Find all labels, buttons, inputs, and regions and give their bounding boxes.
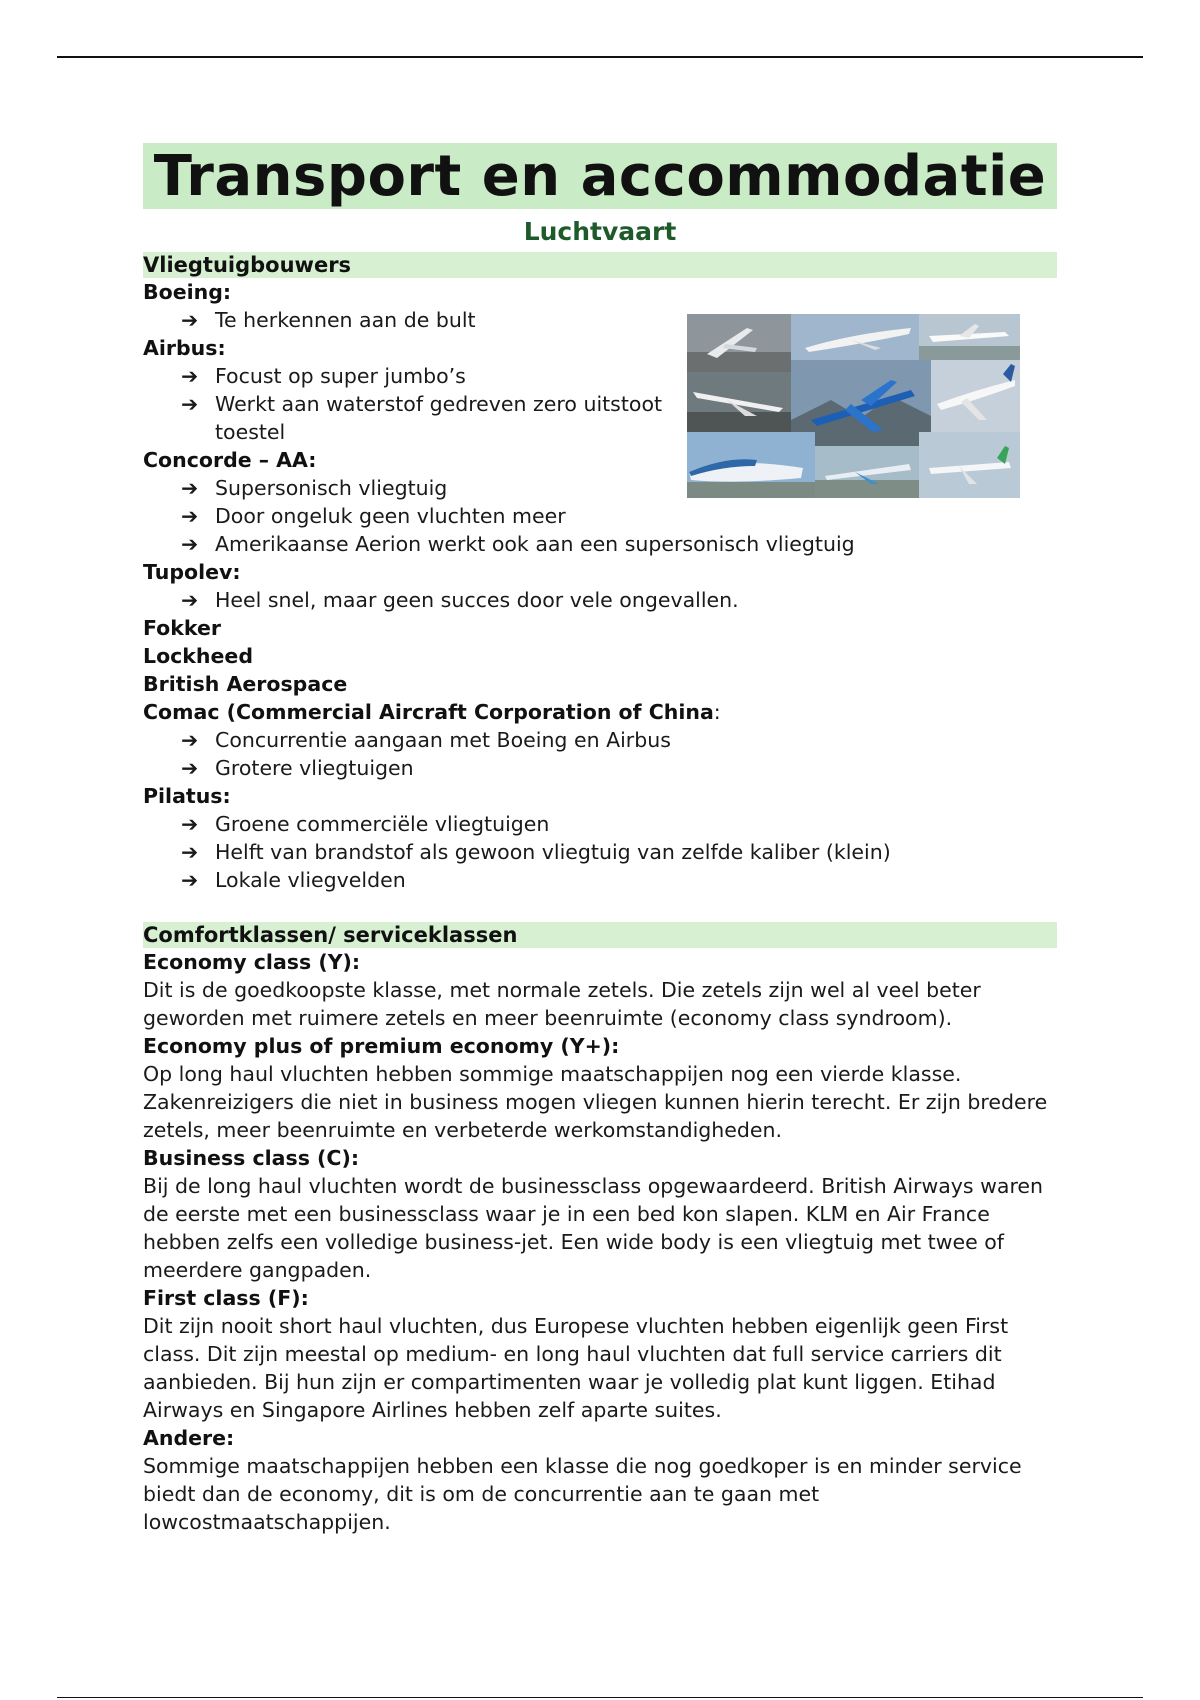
class-first-title: First class (F): <box>143 1286 309 1310</box>
manufacturer-concorde: Concorde – AA: <box>143 448 317 472</box>
arrow-icon: ➔ <box>181 476 199 500</box>
photo-regional-tile <box>919 432 1020 498</box>
class-economy-title: Economy class (Y): <box>143 950 361 974</box>
spacer <box>143 894 1057 922</box>
arrow-icon: ➔ <box>181 812 199 836</box>
list-item: ➔ Concurrentie aangaan met Boeing en Airbus <box>181 728 671 752</box>
manufacturer-lockheed: Lockheed <box>143 644 254 668</box>
list-item: ➔ Supersonisch vliegtuig <box>181 476 448 500</box>
photo-jet-tile <box>687 314 791 372</box>
page-title: Transport en accommodatie <box>143 143 1057 209</box>
bottom-rule <box>57 1697 1143 1698</box>
manufacturer-airbus: Airbus: <box>143 336 226 360</box>
list-item: ➔ Focust op super jumbo’s <box>181 364 466 388</box>
list-item: ➔ Te herkennen aan de bult <box>181 308 476 332</box>
class-economy-text: Dit is de goedkoopste klasse, met normale zetels. Die zetels zijn wel al veel beter geworden met ruimere zetels en meer beenruimte (economy class syndroom). <box>143 978 981 1030</box>
class-first-text: Dit zijn nooit short haul vluchten, dus Europese vluchten hebben eigenlijk geen First class. Dit zijn meestal op medium- en long haul vluchten dat full service carriers dit aanbieden. Bij hun zijn er compartimenten waar je volledig plat kunt liggen. Etihad Airways en Singapore Airlines hebben zelf aparte suites. <box>143 1314 1009 1422</box>
list-item: ➔ Heel snel, maar geen succes door vele ongevallen. <box>181 588 739 612</box>
list-item: ➔ Lokale vliegvelden <box>181 868 406 892</box>
class-premium-title: Economy plus of premium economy (Y+): <box>143 1034 620 1058</box>
list-item: ➔ Groene commerciële vliegtuigen <box>181 812 550 836</box>
arrow-icon: ➔ <box>181 504 199 528</box>
photo-747-tile <box>687 432 815 498</box>
arrow-icon: ➔ <box>181 364 199 388</box>
arrow-icon: ➔ <box>181 392 199 416</box>
photo-bizjet-tile <box>919 314 1020 360</box>
top-rule <box>57 56 1143 58</box>
photo-airbus-tile <box>931 360 1020 432</box>
class-premium-text: Op long haul vluchten hebben sommige maatschappijen nog een vierde klasse. Zakenreizigers die niet in business mogen vliegen kunnen hierin terecht. Er zijn bredere zetels, meer beenruimte en verbeterde werkomstandigheden. <box>143 1062 1048 1142</box>
arrow-icon: ➔ <box>181 532 199 556</box>
section-heading-comfortklassen: Comfortklassen/ serviceklassen <box>143 922 1057 948</box>
list-item: ➔ Werkt aan waterstof gedreven zero uitstoot toestel <box>181 392 663 444</box>
page-subtitle: Luchtvaart <box>523 217 677 246</box>
manufacturer-british-aerospace: British Aerospace <box>143 672 348 696</box>
section-heading-vliegtuigbouwers: Vliegtuigbouwers <box>143 252 1057 278</box>
class-business-title: Business class (C): <box>143 1146 360 1170</box>
arrow-icon: ➔ <box>181 728 199 752</box>
arrow-icon: ➔ <box>181 756 199 780</box>
class-other-title: Andere: <box>143 1426 235 1450</box>
manufacturer-fokker: Fokker <box>143 616 221 640</box>
photo-concorde-tile <box>687 372 791 432</box>
photo-airliner-tile <box>815 446 919 498</box>
arrow-icon: ➔ <box>181 868 199 892</box>
arrow-icon: ➔ <box>181 840 199 864</box>
class-business-text: Bij de long haul vluchten wordt de businessclass opgewaardeerd. British Airways waren de eerste met een businessclass waar je in een bed kon slapen. KLM en Air France hebben zelfs een volledige business-jet. Een wide body is een vliegtuig met twee of meerdere gangpaden. <box>143 1174 1044 1282</box>
aircraft-collage-image <box>687 314 1020 498</box>
list-item: ➔ Amerikaanse Aerion werkt ook aan een supersonisch vliegtuig <box>181 532 855 556</box>
arrow-icon: ➔ <box>181 308 199 332</box>
manufacturer-pilatus: Pilatus: <box>143 784 231 808</box>
manufacturer-tupolev: Tupolev: <box>143 560 241 584</box>
list-item: ➔ Grotere vliegtuigen <box>181 756 414 780</box>
class-other-text: Sommige maatschappijen hebben een klasse die nog goedkoper is en minder service biedt dan de economy, dit is om de concurrentie aan te gaan met lowcostmaatschappijen. <box>143 1454 1022 1534</box>
arrow-icon: ➔ <box>181 588 199 612</box>
photo-supersonic-tile <box>791 314 919 360</box>
manufacturer-comac: Comac (Commercial Aircraft Corporation of China: <box>143 700 721 724</box>
manufacturer-boeing: Boeing: <box>143 280 232 304</box>
list-item: ➔ Helft van brandstof als gewoon vliegtuig van zelfde kaliber (klein) <box>181 840 891 864</box>
list-item: ➔ Door ongeluk geen vluchten meer <box>181 504 566 528</box>
